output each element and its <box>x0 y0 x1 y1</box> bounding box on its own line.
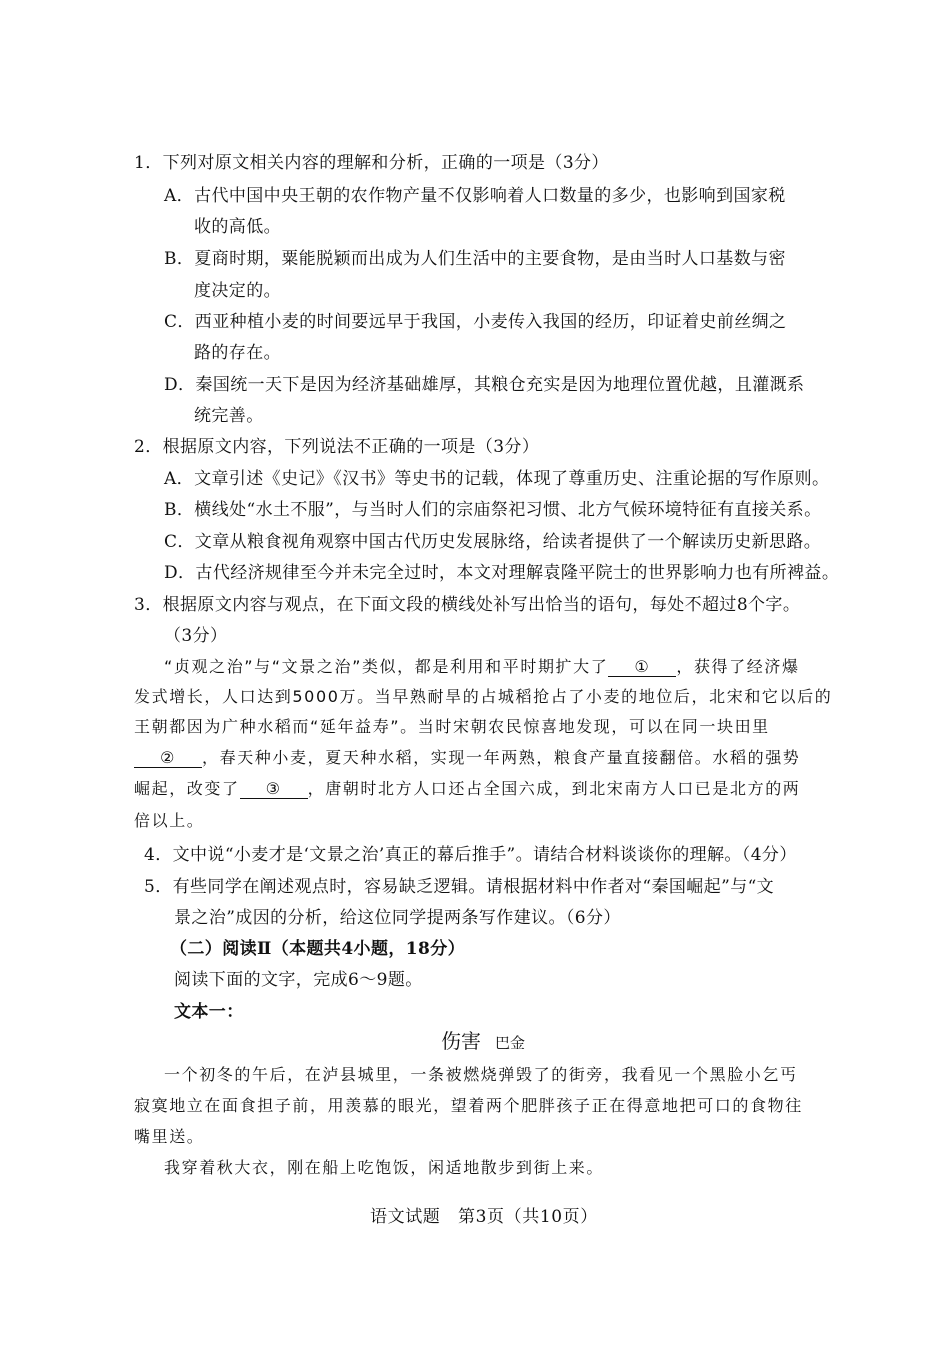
question-1-option-a: A．古代中国中央王朝的农作物产量不仅影响着人口数量的多少，也影响到国家税 <box>164 186 786 206</box>
answer-blank-2[interactable]: ② <box>134 749 202 768</box>
passage-text: ，唐朝时北方人口还占全国六成，到北宋南方人口已是北方的两 <box>307 779 801 798</box>
passage-text: 崛起，改变了 <box>134 779 240 798</box>
story-paragraph-2: 我穿着秋大衣，刚在船上吃饱饭，闲适地散步到街上来。 <box>164 1158 605 1177</box>
question-2-option-c: C．文章从粮食视角观察中国古代历史发展脉络，给读者提供了一个解读历史新思路。 <box>164 532 822 552</box>
question-2-option-a: A．文章引述《史记》《汉书》等史书的记载，体现了尊重历史、注重论据的写作原则。 <box>164 469 830 489</box>
text-one-label: 文本一： <box>174 1002 244 1022</box>
answer-blank-1[interactable]: ① <box>608 658 676 677</box>
section-2-heading: （二）阅读Ⅱ（本题共4小题，18分） <box>170 939 466 959</box>
question-1-option-d: D．秦国统一天下是因为经济基础雄厚，其粮仓充实是因为地理位置优越，且灌溉系 <box>164 375 805 395</box>
question-1-stem: 1．下列对原文相关内容的理解和分析，正确的一项是（3分） <box>134 153 609 173</box>
story-title: 伤害 <box>441 1029 481 1053</box>
question-1-option-b-cont: 度决定的。 <box>194 281 281 301</box>
story-paragraph-1-line-2: 寂寞地立在面食担子前，用羡慕的眼光，望着两个肥胖孩子正在得意地把可口的食物往 <box>134 1096 803 1115</box>
passage-text: “贞观之治”与“文景之治”类似，都是利用和平时期扩大了 <box>164 657 609 676</box>
story-author: 巴金 <box>495 1034 526 1052</box>
question-5-line-2: 景之治”成因的分析，给这位同学提两条写作建议。（6分） <box>174 908 621 928</box>
question-1-option-d-cont: 统完善。 <box>194 406 264 426</box>
story-paragraph-1-line-1: 一个初冬的午后，在泸县城里，一条被燃烧弹毁了的街旁，我看见一个黑脸小乞丐 <box>164 1065 798 1084</box>
question-1-option-c-cont: 路的存在。 <box>194 343 281 363</box>
question-1-option-a-cont: 收的高低。 <box>194 217 281 237</box>
question-2-option-d: D．古代经济规律至今并未完全过时，本文对理解袁隆平院士的世界影响力也有所裨益。 <box>164 563 840 583</box>
question-3-passage-line-5 <box>134 778 800 800</box>
question-3-passage-line-3: 王朝都因为广种水稻而“延年益寿”。当时宋朝农民惊喜地发现，可以在同一块田里 <box>134 717 770 736</box>
story-title-block <box>441 1028 525 1056</box>
passage-text: ，春天种小麦，夏天种水稻，实现一年两熟，粮食产量直接翻倍。水稻的强势 <box>202 748 801 767</box>
question-3-stem: 3．根据原文内容与观点，在下面文段的横线处补写出恰当的语句，每处不超过8个字。 <box>134 595 801 615</box>
question-1-option-c: C．西亚种植小麦的时间要远早于我国，小麦传入我国的经历，印证着史前丝绸之 <box>164 312 787 332</box>
section-2-instruction: 阅读下面的文字，完成6～9题。 <box>174 970 423 990</box>
question-3-passage-line-2: 发式增长，人口达到5000万。当早熟耐旱的占城稻抢占了小麦的地位后，北宋和它以后的 <box>134 687 833 706</box>
question-5-line-1: 5．有些同学在阐述观点时，容易缺乏逻辑。请根据材料中作者对“秦国崛起”与“文 <box>144 877 775 897</box>
page-footer: 语文试题 第3页（共10页） <box>370 1207 598 1227</box>
question-2-option-b: B．横线处“水土不服”，与当时人们的宗庙祭祀习惯、北方气候环境特征有直接关系。 <box>164 500 822 520</box>
question-3-points: （3分） <box>164 626 228 646</box>
passage-text: ，获得了经济爆 <box>676 657 800 676</box>
question-1-option-b: B．夏商时期，粟能脱颖而出成为人们生活中的主要食物，是由当时人口基数与密 <box>164 249 786 269</box>
question-3-passage-line-6: 倍以上。 <box>134 811 205 830</box>
question-4: 4．文中说“小麦才是‘文景之治’真正的幕后推手”。请结合材料谈谈你的理解。（4分） <box>144 845 797 865</box>
answer-blank-3[interactable]: ③ <box>240 780 308 799</box>
question-2-stem: 2．根据原文内容，下列说法不正确的一项是（3分） <box>134 437 540 457</box>
question-3-passage-line-4 <box>134 747 800 769</box>
question-3-passage-line-1 <box>164 656 800 678</box>
story-paragraph-1-line-3: 嘴里送。 <box>134 1127 205 1146</box>
